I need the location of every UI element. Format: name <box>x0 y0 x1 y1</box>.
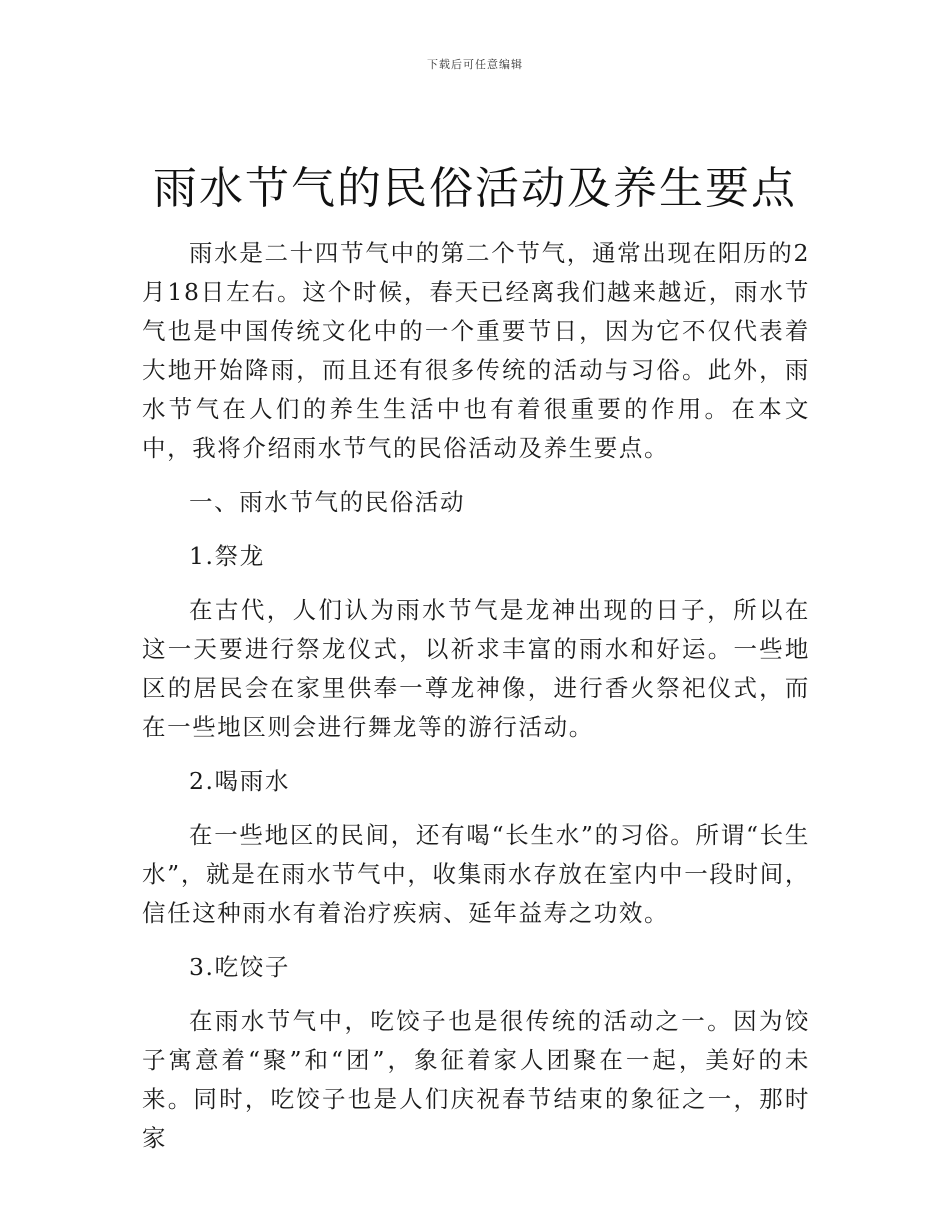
document-body <box>142 234 810 1173</box>
intro-paragraph: 雨水是二十四节气中的第二个节气，通常出现在阳历的2月18日左右。这个时候，春天已经离我们越来越近，雨水节气也是中国传统文化中的一个重要节日，因为它不仅代表着大地开始降雨，而且还有很多传统的活动与习俗。此外，雨水节气在人们的养生生活中也有着很重要的作用。在本文中，我将介绍雨水节气的民俗活动及养生要点。 <box>142 239 810 462</box>
document-title: 雨水节气的民俗活动及养生要点 <box>153 163 797 214</box>
section-heading: 一、雨水节气的民俗活动 <box>189 488 466 516</box>
item-heading-3: 3.吃饺子 <box>189 953 290 981</box>
item-heading-2: 2.喝雨水 <box>189 767 290 795</box>
item-paragraph-2: 在一些地区的民间，还有喝“长生水”的习俗。所谓“长生水”，就是在雨水节气中，收集雨水存放在室内中一段时间，信任这种雨水有着治疗疾病、延年益寿之功效。 <box>142 821 810 927</box>
item-heading-1: 1.祭龙 <box>189 542 265 570</box>
item-paragraph-1: 在古代，人们认为雨水节气是龙神出现的日子，所以在这一天要进行祭龙仪式，以祈求丰富的雨水和好运。一些地区的居民会在家里供奉一尊龙神像，进行香火祭祀仪式，而在一些地区则会进行舞龙等的游行活动。 <box>142 596 810 741</box>
item-paragraph-3: 在雨水节气中，吃饺子也是很传统的活动之一。因为饺子寓意着“聚”和“团”，象征着家人团聚在一起，美好的未来。同时，吃饺子也是人们庆祝春节结束的象征之一，那时家 <box>142 1007 810 1152</box>
page-header: 下载后可任意编辑 <box>427 58 523 71</box>
